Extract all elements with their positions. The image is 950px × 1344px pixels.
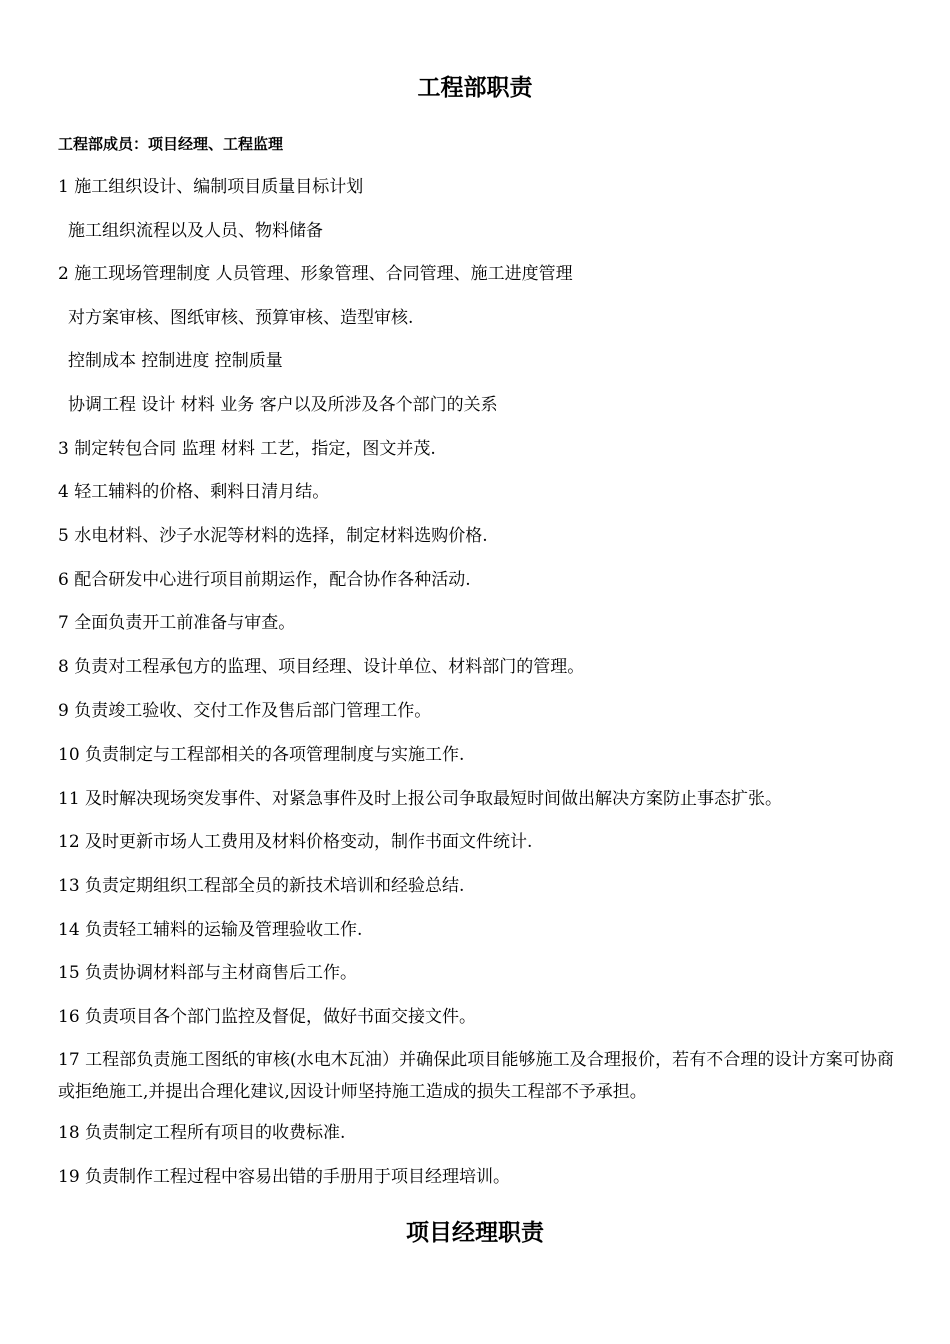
duty-line-11: 11 及时解决现场突发事件、对紧急事件及时上报公司争取最短时间做出解决方案防止事态扩张。 xyxy=(58,789,783,809)
duty-line-14: 14 负责轻工辅料的运输及管理验收工作. xyxy=(58,920,363,940)
duty-line-13: 13 负责定期组织工程部全员的新技术培训和经验总结. xyxy=(58,876,465,896)
page-title: 工程部职责 xyxy=(417,75,533,101)
duty-line-5: 5 水电材料、沙子水泥等材料的选择，制定材料选购价格. xyxy=(58,526,488,546)
duty-line-7: 7 全面负责开工前准备与审查。 xyxy=(58,613,296,633)
duty-line-4: 4 轻工辅料的价格、剩料日清月结。 xyxy=(58,482,330,502)
duty-line-18: 18 负责制定工程所有项目的收费标准. xyxy=(58,1123,346,1143)
duty-line-15: 15 负责协调材料部与主材商售后工作。 xyxy=(58,963,358,983)
duty-line-10: 10 负责制定与工程部相关的各项管理制度与实施工作. xyxy=(58,745,465,765)
duty-line-2-sub-c: 协调工程 设计 材料 业务 客户以及所涉及各个部门的关系 xyxy=(68,395,498,415)
duty-line-2: 2 施工现场管理制度 人员管理、形象管理、合同管理、施工进度管理 xyxy=(58,264,573,284)
duty-line-16: 16 负责项目各个部门监控及督促，做好书面交接文件。 xyxy=(58,1007,477,1027)
duty-line-12: 12 及时更新市场人工费用及材料价格变动，制作书面文件统计. xyxy=(58,832,533,852)
duty-line-6: 6 配合研发中心进行项目前期运作，配合协作各种活动. xyxy=(58,570,471,590)
duty-line-3: 3 制定转包合同 监理 材料 工艺，指定，图文并茂. xyxy=(58,439,436,459)
duty-line-17: 17 工程部负责施工图纸的审核(水电木瓦油）并确保此项目能够施工及合理报价，若有不合理的设计方案可协商或拒绝施工,并提出合理化建议,因设计师坚持施工造成的损失工程部不予承担。 xyxy=(58,1050,894,1102)
duty-line-19: 19 负责制作工程过程中容易出错的手册用于项目经理培训。 xyxy=(58,1167,511,1187)
duty-line-1: 1 施工组织设计、编制项目质量目标计划 xyxy=(58,177,364,197)
duty-line-1-sub: 施工组织流程以及人员、物料储备 xyxy=(68,221,323,241)
department-members: 工程部成员：项目经理、工程监理 xyxy=(58,135,284,153)
duty-line-8: 8 负责对工程承包方的监理、项目经理、设计单位、材料部门的管理。 xyxy=(58,657,585,677)
duty-line-2-sub-b: 控制成本 控制进度 控制质量 xyxy=(68,351,283,371)
duty-line-9: 9 负责竣工验收、交付工作及售后部门管理工作。 xyxy=(58,701,432,721)
duty-line-2-sub-a: 对方案审核、图纸审核、预算审核、造型审核. xyxy=(68,308,414,328)
next-section-title: 项目经理职责 xyxy=(406,1220,544,1246)
